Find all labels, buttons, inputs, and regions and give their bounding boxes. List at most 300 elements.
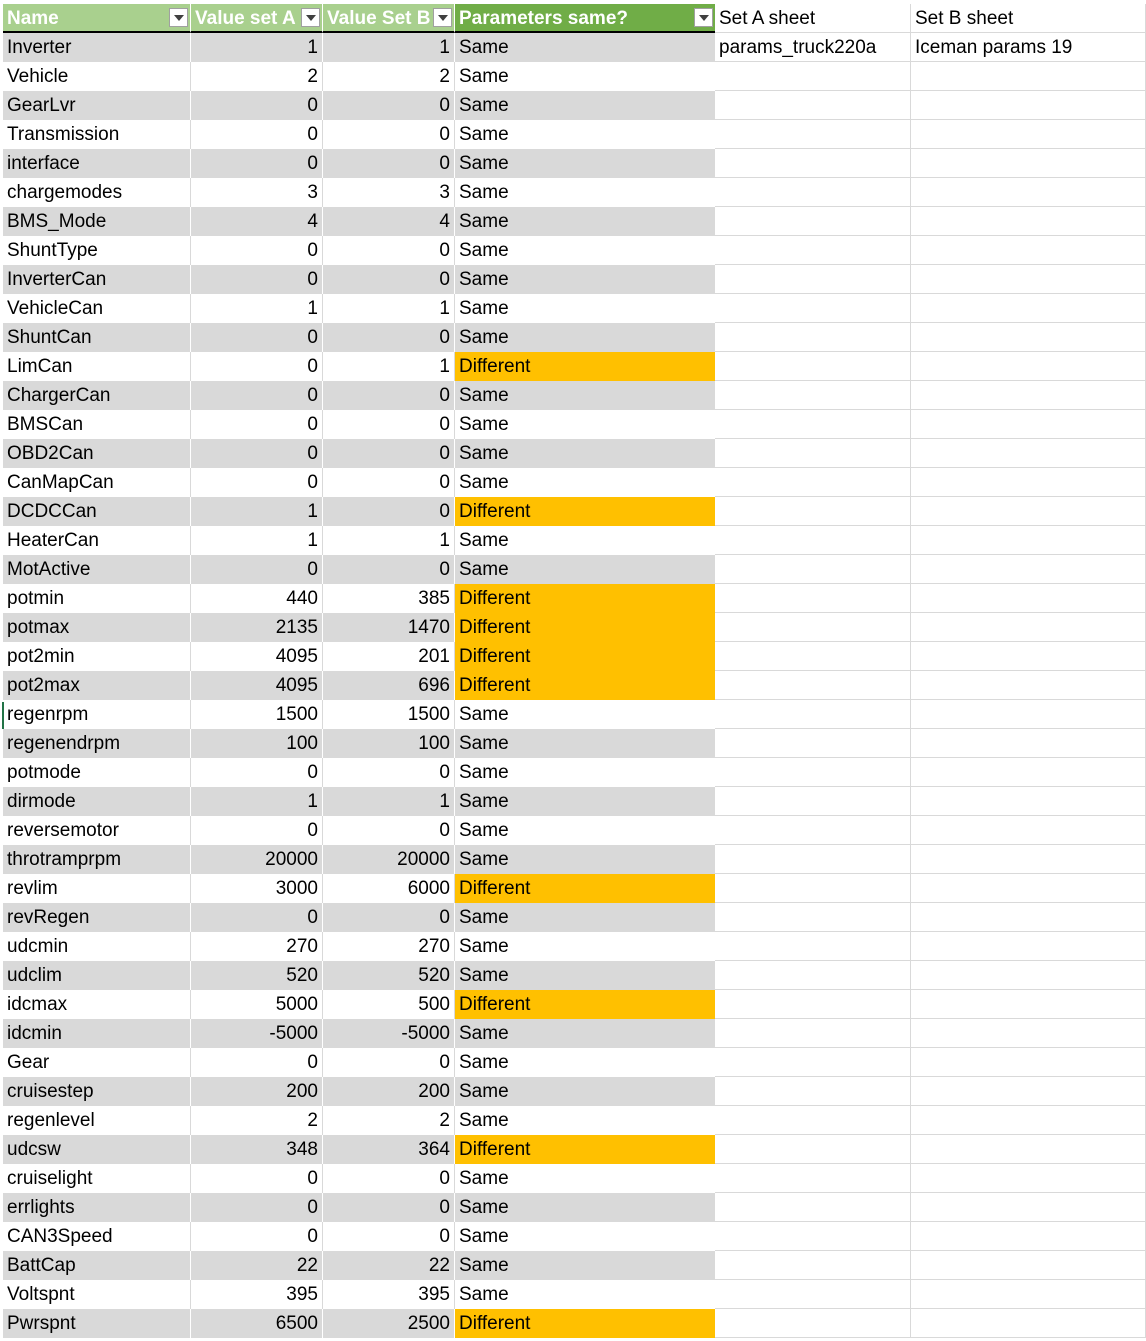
table-row bbox=[0, 990, 1146, 1019]
parameter-name-cell[interactable]: regenlevel bbox=[3, 1106, 191, 1135]
empty-cell[interactable] bbox=[715, 758, 911, 787]
parameters-same-cell[interactable]: Same bbox=[455, 903, 715, 932]
parameters-same-cell[interactable]: Same bbox=[455, 149, 715, 178]
value-set-a-cell[interactable]: 1 bbox=[191, 787, 323, 816]
empty-cell[interactable] bbox=[715, 265, 911, 294]
value-set-b-cell[interactable]: 0 bbox=[323, 1193, 455, 1222]
filter-dropdown-icon[interactable] bbox=[433, 8, 452, 27]
empty-cell[interactable] bbox=[911, 120, 1146, 149]
parameter-name-cell[interactable]: BMSCan bbox=[3, 410, 191, 439]
column-header-name[interactable] bbox=[3, 4, 191, 33]
value-set-a-cell[interactable]: 0 bbox=[191, 352, 323, 381]
parameters-same-cell[interactable]: Same bbox=[455, 439, 715, 468]
empty-cell[interactable] bbox=[715, 323, 911, 352]
parameter-name-cell[interactable]: VehicleCan bbox=[3, 294, 191, 323]
empty-cell[interactable] bbox=[715, 1280, 911, 1309]
column-header-value-a[interactable] bbox=[191, 4, 323, 33]
parameter-name-cell[interactable]: udclim bbox=[3, 961, 191, 990]
value-set-b-cell[interactable]: 0 bbox=[323, 1048, 455, 1077]
parameter-name-cell[interactable]: Voltspnt bbox=[3, 1280, 191, 1309]
parameters-same-cell[interactable]: Same bbox=[455, 700, 715, 729]
parameter-name-cell[interactable]: DCDCCan bbox=[3, 497, 191, 526]
empty-cell[interactable] bbox=[715, 1077, 911, 1106]
value-set-b-cell[interactable]: 4 bbox=[323, 207, 455, 236]
empty-cell[interactable] bbox=[911, 671, 1146, 700]
table-row bbox=[0, 33, 1146, 62]
value-set-a-cell[interactable]: 0 bbox=[191, 410, 323, 439]
parameters-same-cell[interactable]: Different bbox=[455, 671, 715, 700]
empty-cell[interactable] bbox=[911, 294, 1146, 323]
value-set-b-cell[interactable]: 0 bbox=[323, 497, 455, 526]
empty-cell[interactable] bbox=[715, 1251, 911, 1280]
parameters-same-cell[interactable]: Same bbox=[455, 120, 715, 149]
empty-cell[interactable] bbox=[911, 816, 1146, 845]
parameter-name-cell[interactable]: Inverter bbox=[3, 33, 191, 62]
value-set-a-cell[interactable]: 1 bbox=[191, 294, 323, 323]
parameters-same-cell[interactable]: Same bbox=[455, 62, 715, 91]
parameter-name-cell[interactable]: MotActive bbox=[3, 555, 191, 584]
parameter-name-cell[interactable]: ShuntType bbox=[3, 236, 191, 265]
value-set-a-cell[interactable]: 0 bbox=[191, 903, 323, 932]
empty-cell[interactable] bbox=[715, 816, 911, 845]
table-row bbox=[0, 671, 1146, 700]
empty-cell[interactable] bbox=[715, 700, 911, 729]
parameters-same-cell[interactable]: Same bbox=[455, 787, 715, 816]
value-set-b-cell[interactable]: 0 bbox=[323, 1164, 455, 1193]
parameter-name-cell[interactable]: idcmax bbox=[3, 990, 191, 1019]
table-row bbox=[0, 961, 1146, 990]
value-set-b-cell[interactable]: 0 bbox=[323, 758, 455, 787]
table-row bbox=[0, 352, 1146, 381]
value-set-b-cell[interactable]: 0 bbox=[323, 1222, 455, 1251]
empty-cell[interactable] bbox=[911, 1135, 1146, 1164]
empty-cell[interactable] bbox=[911, 932, 1146, 961]
parameter-name-cell[interactable]: OBD2Can bbox=[3, 439, 191, 468]
value-set-b-cell[interactable]: 0 bbox=[323, 381, 455, 410]
parameters-same-cell[interactable]: Same bbox=[455, 1164, 715, 1193]
value-set-b-cell[interactable]: 1 bbox=[323, 787, 455, 816]
parameters-same-cell[interactable]: Same bbox=[455, 265, 715, 294]
parameters-same-cell[interactable]: Same bbox=[455, 410, 715, 439]
empty-cell[interactable] bbox=[911, 700, 1146, 729]
table-row bbox=[0, 236, 1146, 265]
value-set-a-cell[interactable]: 1 bbox=[191, 497, 323, 526]
parameter-name-cell[interactable]: dirmode bbox=[3, 787, 191, 816]
parameter-name-cell[interactable]: InverterCan bbox=[3, 265, 191, 294]
parameter-name-cell[interactable]: CAN3Speed bbox=[3, 1222, 191, 1251]
value-set-b-cell[interactable]: 2 bbox=[323, 1106, 455, 1135]
parameter-name-cell[interactable]: regenrpm bbox=[3, 700, 191, 729]
empty-cell[interactable] bbox=[911, 178, 1146, 207]
value-set-a-cell[interactable]: 0 bbox=[191, 439, 323, 468]
empty-cell[interactable] bbox=[911, 207, 1146, 236]
table-row bbox=[0, 758, 1146, 787]
value-set-b-cell[interactable]: 1500 bbox=[323, 700, 455, 729]
empty-cell[interactable] bbox=[911, 1222, 1146, 1251]
value-set-b-cell[interactable]: 0 bbox=[323, 236, 455, 265]
parameter-name-cell[interactable]: chargemodes bbox=[3, 178, 191, 207]
parameters-same-cell[interactable]: Different bbox=[455, 497, 715, 526]
table-row bbox=[0, 1193, 1146, 1222]
empty-cell[interactable] bbox=[911, 758, 1146, 787]
empty-cell[interactable] bbox=[715, 497, 911, 526]
empty-cell[interactable] bbox=[715, 526, 911, 555]
empty-cell[interactable] bbox=[715, 1164, 911, 1193]
value-set-a-cell[interactable]: 20000 bbox=[191, 845, 323, 874]
parameters-same-cell[interactable]: Same bbox=[455, 468, 715, 497]
empty-cell[interactable] bbox=[715, 1106, 911, 1135]
value-set-b-cell[interactable]: 395 bbox=[323, 1280, 455, 1309]
empty-cell[interactable] bbox=[715, 613, 911, 642]
parameters-same-cell[interactable]: Same bbox=[455, 845, 715, 874]
empty-cell[interactable] bbox=[715, 874, 911, 903]
column-header-parameters-same[interactable] bbox=[455, 4, 715, 33]
empty-cell[interactable] bbox=[715, 1222, 911, 1251]
empty-cell[interactable] bbox=[911, 236, 1146, 265]
value-set-b-cell[interactable]: 696 bbox=[323, 671, 455, 700]
value-set-a-cell[interactable]: 6500 bbox=[191, 1309, 323, 1338]
empty-cell[interactable] bbox=[911, 91, 1146, 120]
empty-cell[interactable] bbox=[715, 642, 911, 671]
parameters-same-cell[interactable]: Different bbox=[455, 613, 715, 642]
value-set-a-cell[interactable]: 0 bbox=[191, 816, 323, 845]
value-set-a-cell[interactable]: 0 bbox=[191, 1048, 323, 1077]
parameters-same-cell[interactable]: Same bbox=[455, 381, 715, 410]
value-set-a-cell[interactable]: 348 bbox=[191, 1135, 323, 1164]
value-set-a-cell[interactable]: 0 bbox=[191, 120, 323, 149]
value-set-a-cell[interactable]: 440 bbox=[191, 584, 323, 613]
value-set-a-cell[interactable]: 0 bbox=[191, 381, 323, 410]
empty-cell[interactable] bbox=[911, 323, 1146, 352]
parameter-name-cell[interactable]: Pwrspnt bbox=[3, 1309, 191, 1338]
value-set-a-cell[interactable]: 4 bbox=[191, 207, 323, 236]
empty-cell[interactable] bbox=[911, 62, 1146, 91]
parameters-same-cell[interactable]: Different bbox=[455, 874, 715, 903]
table-row bbox=[0, 323, 1146, 352]
parameters-same-cell[interactable]: Different bbox=[455, 1135, 715, 1164]
empty-cell[interactable] bbox=[911, 555, 1146, 584]
parameter-name-cell[interactable]: potmax bbox=[3, 613, 191, 642]
empty-cell[interactable] bbox=[911, 874, 1146, 903]
value-set-b-cell[interactable]: 1 bbox=[323, 526, 455, 555]
value-set-b-cell[interactable]: 0 bbox=[323, 410, 455, 439]
empty-cell[interactable] bbox=[911, 787, 1146, 816]
parameters-same-cell[interactable]: Same bbox=[455, 1251, 715, 1280]
parameters-same-cell[interactable]: Same bbox=[455, 1048, 715, 1077]
value-set-a-cell[interactable]: 1 bbox=[191, 526, 323, 555]
parameter-name-cell[interactable]: Transmission bbox=[3, 120, 191, 149]
parameter-name-cell[interactable]: BMS_Mode bbox=[3, 207, 191, 236]
parameters-same-cell[interactable]: Same bbox=[455, 961, 715, 990]
value-set-a-cell[interactable]: 100 bbox=[191, 729, 323, 758]
parameter-name-cell[interactable]: udcsw bbox=[3, 1135, 191, 1164]
empty-cell[interactable] bbox=[715, 207, 911, 236]
empty-cell[interactable] bbox=[911, 1251, 1146, 1280]
empty-cell[interactable] bbox=[911, 1106, 1146, 1135]
empty-cell[interactable] bbox=[715, 62, 911, 91]
column-header-value-b[interactable] bbox=[323, 4, 455, 33]
filter-dropdown-icon[interactable] bbox=[169, 8, 188, 27]
table-row bbox=[0, 845, 1146, 874]
value-set-a-cell[interactable]: 0 bbox=[191, 468, 323, 497]
table-row bbox=[0, 874, 1146, 903]
empty-cell[interactable] bbox=[911, 1309, 1146, 1338]
empty-cell[interactable] bbox=[911, 845, 1146, 874]
empty-cell[interactable] bbox=[911, 729, 1146, 758]
set-b-sheet-name-cell[interactable]: Iceman params 19 bbox=[911, 33, 1146, 62]
parameter-name-cell[interactable]: BattCap bbox=[3, 1251, 191, 1280]
empty-cell[interactable] bbox=[715, 845, 911, 874]
parameters-same-cell[interactable]: Different bbox=[455, 352, 715, 381]
empty-cell[interactable] bbox=[715, 729, 911, 758]
parameter-name-cell[interactable]: udcmin bbox=[3, 932, 191, 961]
parameter-name-cell[interactable]: pot2max bbox=[3, 671, 191, 700]
value-set-b-cell[interactable]: 20000 bbox=[323, 845, 455, 874]
value-set-a-cell[interactable]: 0 bbox=[191, 91, 323, 120]
empty-cell[interactable] bbox=[715, 1309, 911, 1338]
parameters-same-cell[interactable]: Same bbox=[455, 932, 715, 961]
value-set-a-cell[interactable]: 520 bbox=[191, 961, 323, 990]
parameter-name-cell[interactable]: ChargerCan bbox=[3, 381, 191, 410]
empty-cell[interactable] bbox=[911, 1019, 1146, 1048]
value-set-a-cell[interactable]: -5000 bbox=[191, 1019, 323, 1048]
parameter-name-cell[interactable]: revRegen bbox=[3, 903, 191, 932]
value-set-b-cell[interactable]: 0 bbox=[323, 816, 455, 845]
set-a-sheet-name-cell[interactable]: params_truck220a bbox=[715, 33, 911, 62]
empty-cell[interactable] bbox=[911, 497, 1146, 526]
parameter-name-cell[interactable]: LimCan bbox=[3, 352, 191, 381]
empty-cell[interactable] bbox=[715, 961, 911, 990]
value-set-b-cell[interactable]: 1 bbox=[323, 352, 455, 381]
parameter-name-cell[interactable]: pot2min bbox=[3, 642, 191, 671]
value-set-b-cell[interactable]: 22 bbox=[323, 1251, 455, 1280]
empty-cell[interactable] bbox=[715, 1048, 911, 1077]
empty-cell[interactable] bbox=[911, 352, 1146, 381]
empty-cell[interactable] bbox=[715, 91, 911, 120]
parameter-name-cell[interactable]: cruiselight bbox=[3, 1164, 191, 1193]
parameters-same-cell[interactable]: Same bbox=[455, 758, 715, 787]
value-set-a-cell[interactable]: 5000 bbox=[191, 990, 323, 1019]
empty-cell[interactable] bbox=[911, 1077, 1146, 1106]
value-set-b-cell[interactable]: 270 bbox=[323, 932, 455, 961]
empty-cell[interactable] bbox=[715, 1193, 911, 1222]
empty-cell[interactable] bbox=[911, 1164, 1146, 1193]
empty-cell[interactable] bbox=[715, 787, 911, 816]
value-set-a-cell[interactable]: 0 bbox=[191, 149, 323, 178]
empty-cell[interactable] bbox=[911, 439, 1146, 468]
empty-cell[interactable] bbox=[715, 1135, 911, 1164]
value-set-b-cell[interactable]: 3 bbox=[323, 178, 455, 207]
empty-cell[interactable] bbox=[911, 265, 1146, 294]
empty-cell[interactable] bbox=[715, 381, 911, 410]
parameters-same-cell[interactable]: Same bbox=[455, 33, 715, 62]
empty-cell[interactable] bbox=[715, 584, 911, 613]
set-b-sheet-label[interactable]: Set B sheet bbox=[911, 4, 1146, 33]
parameter-name-cell[interactable]: idcmin bbox=[3, 1019, 191, 1048]
active-cell-marker bbox=[2, 702, 4, 729]
parameters-same-cell[interactable]: Same bbox=[455, 1222, 715, 1251]
empty-cell[interactable] bbox=[715, 903, 911, 932]
parameters-same-cell[interactable]: Same bbox=[455, 1193, 715, 1222]
value-set-a-cell[interactable]: 395 bbox=[191, 1280, 323, 1309]
empty-cell[interactable] bbox=[911, 1048, 1146, 1077]
table-row bbox=[0, 1251, 1146, 1280]
value-set-a-cell[interactable]: 1 bbox=[191, 33, 323, 62]
value-set-b-cell[interactable]: 364 bbox=[323, 1135, 455, 1164]
value-set-b-cell[interactable]: 0 bbox=[323, 265, 455, 294]
empty-cell[interactable] bbox=[715, 932, 911, 961]
parameter-name-cell[interactable]: potmin bbox=[3, 584, 191, 613]
value-set-b-cell[interactable]: 0 bbox=[323, 468, 455, 497]
empty-cell[interactable] bbox=[715, 178, 911, 207]
value-set-a-cell[interactable]: 4095 bbox=[191, 671, 323, 700]
parameters-same-cell[interactable]: Same bbox=[455, 729, 715, 758]
empty-cell[interactable] bbox=[911, 410, 1146, 439]
value-set-a-cell[interactable]: 270 bbox=[191, 932, 323, 961]
empty-cell[interactable] bbox=[715, 236, 911, 265]
value-set-b-cell[interactable]: 0 bbox=[323, 555, 455, 584]
value-set-a-cell[interactable]: 3000 bbox=[191, 874, 323, 903]
value-set-b-cell[interactable]: -5000 bbox=[323, 1019, 455, 1048]
value-set-b-cell[interactable]: 0 bbox=[323, 323, 455, 352]
parameters-same-cell[interactable]: Same bbox=[455, 236, 715, 265]
parameter-name-cell[interactable]: cruisestep bbox=[3, 1077, 191, 1106]
empty-cell[interactable] bbox=[715, 294, 911, 323]
empty-cell[interactable] bbox=[911, 149, 1146, 178]
table-row bbox=[0, 584, 1146, 613]
empty-cell[interactable] bbox=[715, 352, 911, 381]
value-set-a-cell[interactable]: 1500 bbox=[191, 700, 323, 729]
filter-dropdown-icon[interactable] bbox=[301, 8, 320, 27]
empty-cell[interactable] bbox=[715, 990, 911, 1019]
empty-cell[interactable] bbox=[715, 468, 911, 497]
parameters-same-cell[interactable]: Same bbox=[455, 91, 715, 120]
value-set-b-cell[interactable]: 500 bbox=[323, 990, 455, 1019]
value-set-b-cell[interactable]: 1470 bbox=[323, 613, 455, 642]
value-set-a-cell[interactable]: 0 bbox=[191, 1164, 323, 1193]
parameter-name-cell[interactable]: interface bbox=[3, 149, 191, 178]
empty-cell[interactable] bbox=[911, 1193, 1146, 1222]
table-row bbox=[0, 1077, 1146, 1106]
empty-cell[interactable] bbox=[911, 990, 1146, 1019]
parameters-same-cell[interactable]: Same bbox=[455, 816, 715, 845]
value-set-b-cell[interactable]: 100 bbox=[323, 729, 455, 758]
filter-dropdown-icon[interactable] bbox=[694, 8, 713, 27]
parameters-same-cell[interactable]: Same bbox=[455, 1280, 715, 1309]
parameters-same-cell[interactable]: Different bbox=[455, 1309, 715, 1338]
value-set-b-cell[interactable]: 6000 bbox=[323, 874, 455, 903]
value-set-a-cell[interactable]: 2 bbox=[191, 1106, 323, 1135]
parameter-name-cell[interactable]: revlim bbox=[3, 874, 191, 903]
value-set-a-cell[interactable]: 2 bbox=[191, 62, 323, 91]
value-set-b-cell[interactable]: 200 bbox=[323, 1077, 455, 1106]
table-row bbox=[0, 497, 1146, 526]
value-set-b-cell[interactable]: 1 bbox=[323, 294, 455, 323]
empty-cell[interactable] bbox=[911, 961, 1146, 990]
value-set-a-cell[interactable]: 0 bbox=[191, 236, 323, 265]
value-set-b-cell[interactable]: 520 bbox=[323, 961, 455, 990]
empty-cell[interactable] bbox=[715, 149, 911, 178]
parameters-same-cell[interactable]: Same bbox=[455, 555, 715, 584]
parameter-name-cell[interactable]: reversemotor bbox=[3, 816, 191, 845]
parameter-name-cell[interactable]: ShuntCan bbox=[3, 323, 191, 352]
parameter-name-cell[interactable]: HeaterCan bbox=[3, 526, 191, 555]
parameters-same-cell[interactable]: Different bbox=[455, 584, 715, 613]
parameters-same-cell[interactable]: Same bbox=[455, 1019, 715, 1048]
value-set-a-cell[interactable]: 0 bbox=[191, 323, 323, 352]
parameters-same-cell[interactable]: Same bbox=[455, 178, 715, 207]
value-set-a-cell[interactable]: 0 bbox=[191, 1193, 323, 1222]
parameter-name-cell[interactable]: CanMapCan bbox=[3, 468, 191, 497]
table-row bbox=[0, 700, 1146, 729]
value-set-b-cell[interactable]: 0 bbox=[323, 439, 455, 468]
parameters-same-cell[interactable]: Same bbox=[455, 526, 715, 555]
empty-cell[interactable] bbox=[911, 381, 1146, 410]
parameter-name-cell[interactable]: GearLvr bbox=[3, 91, 191, 120]
parameter-name-cell[interactable]: regenendrpm bbox=[3, 729, 191, 758]
value-set-b-cell[interactable]: 2500 bbox=[323, 1309, 455, 1338]
empty-cell[interactable] bbox=[715, 555, 911, 584]
parameter-name-cell[interactable]: Gear bbox=[3, 1048, 191, 1077]
empty-cell[interactable] bbox=[715, 410, 911, 439]
parameter-name-cell[interactable]: Vehicle bbox=[3, 62, 191, 91]
parameters-same-cell[interactable]: Same bbox=[455, 294, 715, 323]
value-set-a-cell[interactable]: 3 bbox=[191, 178, 323, 207]
empty-cell[interactable] bbox=[911, 584, 1146, 613]
value-set-a-cell[interactable]: 22 bbox=[191, 1251, 323, 1280]
value-set-a-cell[interactable]: 0 bbox=[191, 1222, 323, 1251]
empty-cell[interactable] bbox=[715, 120, 911, 149]
value-set-a-cell[interactable]: 0 bbox=[191, 758, 323, 787]
set-a-sheet-label[interactable]: Set A sheet bbox=[715, 4, 911, 33]
value-set-b-cell[interactable]: 0 bbox=[323, 149, 455, 178]
empty-cell[interactable] bbox=[911, 642, 1146, 671]
value-set-b-cell[interactable]: 385 bbox=[323, 584, 455, 613]
empty-cell[interactable] bbox=[911, 468, 1146, 497]
empty-cell[interactable] bbox=[911, 903, 1146, 932]
value-set-b-cell[interactable]: 201 bbox=[323, 642, 455, 671]
empty-cell[interactable] bbox=[911, 1280, 1146, 1309]
table-row bbox=[0, 410, 1146, 439]
value-set-b-cell[interactable]: 0 bbox=[323, 903, 455, 932]
value-set-b-cell[interactable]: 1 bbox=[323, 33, 455, 62]
value-set-a-cell[interactable]: 4095 bbox=[191, 642, 323, 671]
parameters-same-cell[interactable]: Different bbox=[455, 990, 715, 1019]
value-set-b-cell[interactable]: 0 bbox=[323, 120, 455, 149]
empty-cell[interactable] bbox=[715, 671, 911, 700]
empty-cell[interactable] bbox=[911, 613, 1146, 642]
table-row bbox=[0, 468, 1146, 497]
value-set-a-cell[interactable]: 0 bbox=[191, 555, 323, 584]
value-set-b-cell[interactable]: 0 bbox=[323, 91, 455, 120]
empty-cell[interactable] bbox=[715, 439, 911, 468]
parameter-name-cell[interactable]: potmode bbox=[3, 758, 191, 787]
parameter-name-cell[interactable]: errlights bbox=[3, 1193, 191, 1222]
table-row bbox=[0, 1222, 1146, 1251]
empty-cell[interactable] bbox=[911, 526, 1146, 555]
parameters-same-cell[interactable]: Same bbox=[455, 207, 715, 236]
value-set-a-cell[interactable]: 2135 bbox=[191, 613, 323, 642]
parameters-same-cell[interactable]: Same bbox=[455, 1106, 715, 1135]
value-set-a-cell[interactable]: 0 bbox=[191, 265, 323, 294]
value-set-a-cell[interactable]: 200 bbox=[191, 1077, 323, 1106]
parameters-same-cell[interactable]: Same bbox=[455, 323, 715, 352]
parameters-same-cell[interactable]: Same bbox=[455, 1077, 715, 1106]
value-set-b-cell[interactable]: 2 bbox=[323, 62, 455, 91]
empty-cell[interactable] bbox=[715, 1019, 911, 1048]
parameter-name-cell[interactable]: throtramprpm bbox=[3, 845, 191, 874]
parameters-same-cell[interactable]: Different bbox=[455, 642, 715, 671]
